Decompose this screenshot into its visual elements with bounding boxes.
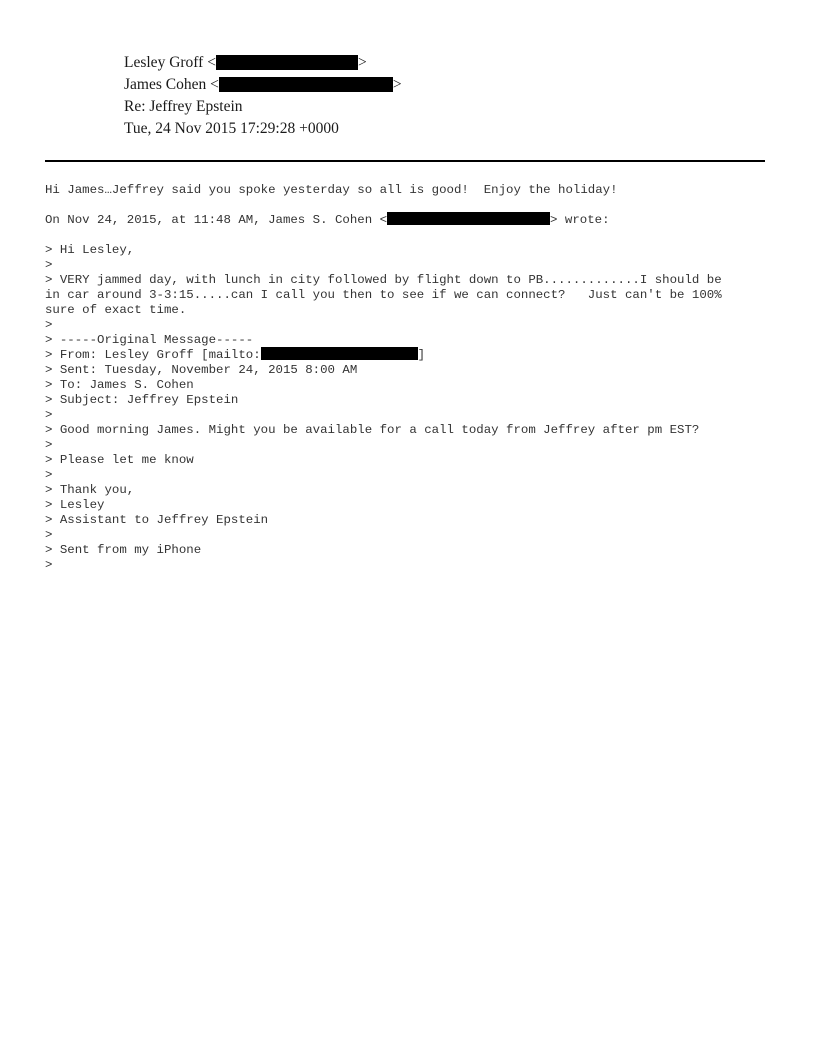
quoted-line: > Lesley bbox=[45, 498, 105, 512]
quoted-line: > bbox=[45, 558, 53, 572]
quoted-from-prefix: > From: Lesley Groff [mailto: bbox=[45, 348, 261, 362]
quoted-line: > Good morning James. Might you be available for a call today from Jeffrey after pm EST? bbox=[45, 423, 700, 437]
date-value: Tue, 24 Nov 2015 17:29:28 +0000 bbox=[124, 120, 339, 137]
redaction-box bbox=[261, 347, 418, 360]
from-close: > bbox=[357, 54, 367, 71]
from-value bbox=[124, 53, 367, 73]
quoted-line: > -----Original Message----- bbox=[45, 333, 254, 347]
subject-value: Re: Jeffrey Epstein bbox=[124, 98, 243, 115]
quoted-line: > bbox=[45, 468, 53, 482]
quoted-line: > Please let me know bbox=[45, 453, 194, 467]
quoted-line: > Hi Lesley, bbox=[45, 243, 135, 257]
from-name: Lesley Groff < bbox=[124, 54, 216, 71]
quoted-line bbox=[45, 348, 775, 363]
quoted-line: > Sent from my iPhone bbox=[45, 543, 202, 557]
blank-line bbox=[45, 228, 775, 243]
header-divider bbox=[45, 160, 765, 162]
quoted-line: > bbox=[45, 438, 53, 452]
quoted-from-suffix: ] bbox=[417, 348, 426, 362]
email-body bbox=[45, 183, 775, 573]
quoted-line: > Sent: Tuesday, November 24, 2015 8:00 AM bbox=[45, 363, 358, 377]
blank-line bbox=[45, 198, 775, 213]
quoted-line: in car around 3-3:15.....can I call you then to see if we can connect? Just can't be 100% bbox=[45, 288, 722, 302]
redaction-box bbox=[216, 55, 358, 70]
to-close: > bbox=[392, 76, 402, 93]
on-wrote-line bbox=[45, 213, 775, 228]
quoted-line: > Assistant to Jeffrey Epstein bbox=[45, 513, 269, 527]
quoted-line: > bbox=[45, 318, 53, 332]
quoted-line: > To: James S. Cohen bbox=[45, 378, 194, 392]
quoted-line: > bbox=[45, 528, 53, 542]
quoted-line: sure of exact time. bbox=[45, 303, 187, 317]
on-suffix: > wrote: bbox=[550, 213, 610, 227]
quoted-line: > bbox=[45, 258, 53, 272]
redaction-box bbox=[387, 212, 550, 225]
quoted-line: > VERY jammed day, with lunch in city followed by flight down to PB.............I should be bbox=[45, 273, 722, 287]
quoted-line: > Subject: Jeffrey Epstein bbox=[45, 393, 239, 407]
quoted-line: > Thank you, bbox=[45, 483, 135, 497]
redaction-box bbox=[219, 77, 393, 92]
to-name: James Cohen < bbox=[124, 76, 219, 93]
reply-line: Hi James…Jeffrey said you spoke yesterday so all is good! Enjoy the holiday! bbox=[45, 183, 618, 197]
to-value bbox=[124, 75, 402, 95]
on-prefix: On Nov 24, 2015, at 11:48 AM, James S. Cohen < bbox=[45, 213, 388, 227]
quoted-line: > bbox=[45, 408, 53, 422]
